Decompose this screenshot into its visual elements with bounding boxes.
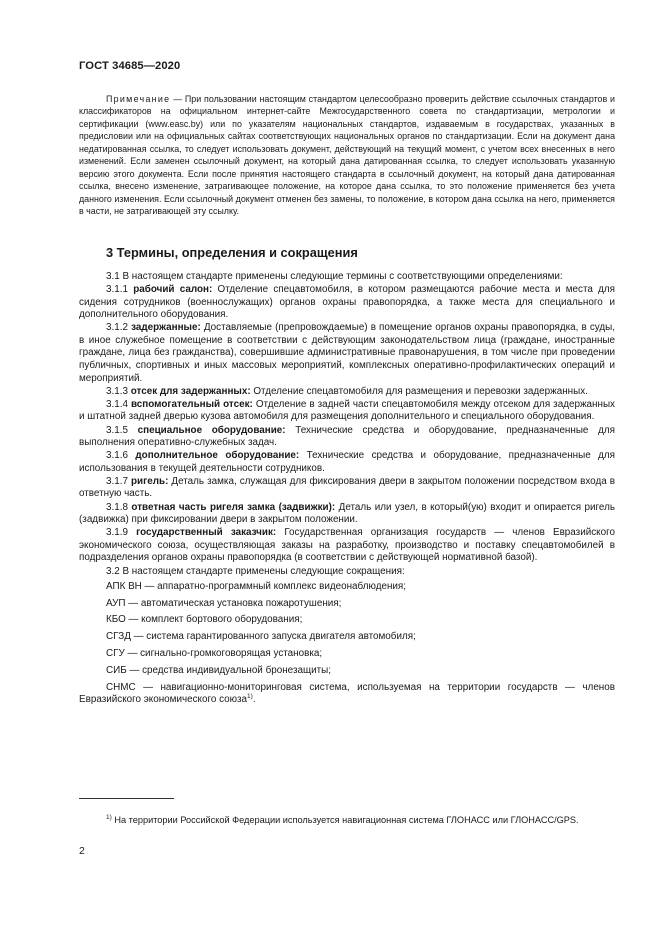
abbreviation-item: АПК ВН — аппаратно-программный комплекс видеонаблюдения; [106,580,407,592]
clause-3-1-7: 3.1.7 ригель: Деталь замка, служащая для фиксирования двери в закрытом положении посредством входа в ответную часть. [79,475,615,500]
footnote-reference[interactable]: 1) [247,693,253,701]
abbreviation-item: СИБ — средства индивидуальной бронезащиты; [106,664,331,676]
section-body [79,271,615,711]
clause-3-1-5: 3.1.5 специальное оборудование: Технические средства и оборудование, предназначенные для выполнения оперативно-служебных задач. [79,424,615,449]
footnote-text: На территории Российской Федерации используется навигационная система ГЛОНАСС или ГЛОНАСС/GPS. [111,815,579,825]
footnote-mark: 1) [106,814,112,821]
term: задержанные: [131,322,201,334]
term: дополнительное оборудование: [135,450,300,462]
clause-3-1-3: 3.1.3 отсек для задержанных: Отделение спецавтомобиля для размещения и перевозки задержанных. [106,385,588,397]
term: вспомогательный отсек: [130,398,253,410]
abbreviation-item: СГЗД — система гарантированного запуска двигателя автомобиля; [106,631,416,643]
page-number: 2 [79,845,85,857]
abbreviation-item: СГУ — сигнально-громкоговорящая установка; [106,648,323,660]
clause-3-1-1: 3.1.1 рабочий салон: Отделение спецавтомобиля, в котором размещаются рабочие места и места для сидения сотрудников (военнослужащих) органов охраны правопорядка, а также места для специального и дополнительного оборудования. [79,284,615,321]
abbreviation-item: СНМС — навигационно-мониторинговая система, используемая на территории государств — членов Евразийского экономического союза$^{1)}$. [79,681,615,706]
clause-3-1: 3.1 В настоящем стандарте применены следующие термины с соответствующими определениями: [106,271,563,282]
clause-3-1-8: 3.1.8 ответная часть ригеля замка (задвижки): Деталь или узел, в который(ую) входит и опирается ригель (задвижка) при фиксировании двери в закрытом положении. [79,501,615,526]
note-paragraph [79,93,615,218]
abbreviation-item: АУП — автоматическая установка пожаротушения; [106,597,342,609]
clause-3-1-4: 3.1.4 вспомогательный отсек: Отделение в задней части спецавтомобиля между отсеком для задержанных и штатной задней дверью кузова автомобиля для размещения дополнительного и специального оборудования. [79,398,615,423]
clause-3-1-2: 3.1.2 задержанные: Доставляемые (препровождаемые) в помещение органов охраны правопорядка, в суды, в иное служебное помещение в соответствии с действующим законодательством лица (граждане, иностранные граждане, лица без гражданства), совершившие административные правонарушения, в том числе при проведении публичных, спортивных и иных массовых мероприятий, комплексных оперативно-профилактических операций и мероприятий. [79,322,615,384]
abbreviation-item: КБО — комплект бортового оборудования; [106,614,303,626]
term: ответная часть ригеля замка (задвижки): [131,501,336,513]
section-title: 3 Термины, определения и сокращения [106,245,358,260]
clause-3-1-6: 3.1.6 дополнительное оборудование: Технические средства и оборудование, предназначенные для использования в текущей деятельности сотрудников. [79,450,615,474]
clause-3-2: 3.2 В настоящем стандарте применены следующие сокращения: [106,565,405,577]
term: рабочий салон: [133,284,213,296]
clause-3-1-9: 3.1.9 государственный заказчик: Государственная организация государств — членов Евразийского экономического союза, осуществляющая заказы на разработку, производство и поставку спецавтомобилей в подразделения органов охраны правопорядка (в соответствии с действующей нормативной базой). [79,527,615,564]
note-label: Примечание [106,94,171,104]
document-header: ГОСТ 34685—2020 [79,60,181,72]
footnote-separator [79,798,174,799]
note-text: — При пользовании настоящим стандартом целесообразно проверить действие ссылочных стандартов и классификаторов на официальном интернет-сайте Межгосударственного совета по стандартизации, метрологии и сертификации (www.easc.by) или по указателям национальных стандартов, издаваемым в государствах, указанных в предисловии или на официальных сайтах соответствующих национальных органов по стандартизации. Если на документ дана недатированная ссылка, то следует использовать документ, действующий на текущий момент, с учетом всех внесенных в него изменений. Если заменен ссылочный документ, на который дана датированная ссылка, то следует использовать указанную версию этого документа. Если после принятия настоящего стандарта в ссылочный документ, на который дана датированная ссылка, внесено изменение, затрагивающее положение, на которое дана ссылка, то это положение применяется без учета данного изменения. Если ссылочный документ отменен без замены, то положение, в котором дана ссылка на него, применяется в части, не затрагивающей эту ссылку. [79,94,615,217]
term: отсек для задержанных: [130,385,251,397]
term: ригель: [131,475,169,487]
footnote [79,814,615,827]
term: государственный заказчик: [136,527,277,539]
term: специальное оборудование: [137,424,286,436]
